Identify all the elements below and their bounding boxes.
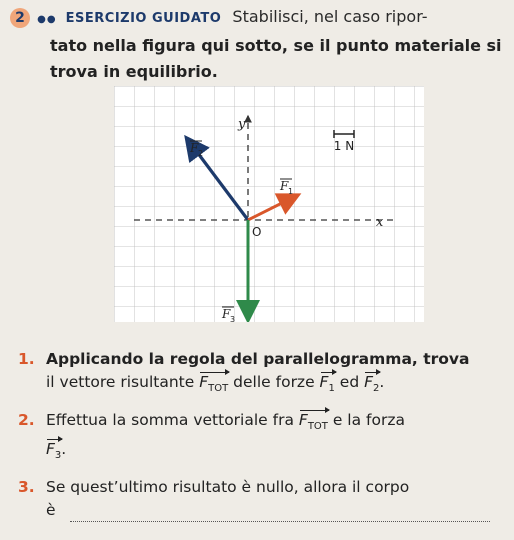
f2-label-sub: 2	[198, 149, 204, 158]
f1-label-sub: 1	[288, 187, 294, 196]
f3-label-letter: F	[222, 307, 231, 321]
question-2: 2. Effettua la somma vettoriale fra $F_{TOT}$ e la forza $F_3$.	[18, 409, 508, 467]
question-text: e la forza	[332, 411, 405, 430]
question-text: il vettore risultante	[46, 373, 195, 391]
force-diagram	[114, 86, 424, 322]
difficulty-dots: ●●	[37, 14, 57, 25]
header-line-1	[10, 4, 510, 33]
statement-line-1: Stabilisci, nel caso ripor-	[232, 7, 428, 26]
vector-symbol: $F_1$	[320, 371, 335, 400]
f3-label-sub: 3	[230, 315, 236, 322]
exercise-header	[10, 4, 510, 85]
origin-label: O	[252, 225, 262, 239]
question-text: ed	[339, 373, 360, 391]
question-text: delle forze	[233, 373, 315, 391]
question-text: Effettua la somma vettoriale fra	[46, 411, 294, 430]
vector-symbol: $F_3$	[46, 438, 61, 467]
vector-symbol: $F_{TOT}$	[199, 371, 228, 400]
f2-label-letter: F	[190, 141, 199, 155]
vector-symbol: $F_2$	[364, 371, 379, 400]
question-text: è	[46, 501, 56, 520]
question-number: 1.	[18, 350, 35, 368]
question-text: Applicando la regola del parallelogramma, trova	[46, 350, 470, 368]
x-axis-label: x	[376, 215, 384, 230]
questions-list	[18, 348, 508, 531]
y-axis-label: y	[238, 117, 246, 132]
exercise-tag: ESERCIZIO GUIDATO	[65, 11, 222, 26]
statement-line-2: tato nella figura qui sotto, se il punto materiale si	[50, 36, 502, 55]
f1-label-letter: F	[280, 179, 289, 193]
scale-label: 1 N	[333, 139, 355, 153]
exercise-number: 2	[10, 8, 30, 28]
question-1: 1. Applicando la regola del parallelogramma, trova il vettore risultante $F_{TOT}$ delle forze $F_1$ ed $F_2$.	[18, 348, 508, 400]
question-text: Se quest’ultimo risultato è nullo, allora il corpo	[46, 478, 410, 497]
force-diagram-svg	[114, 86, 424, 322]
question-number: 3.	[18, 478, 35, 497]
vector-symbol: $F_{TOT}$	[299, 409, 328, 438]
grid	[114, 86, 424, 322]
answer-blank[interactable]	[70, 507, 490, 522]
statement-line-3: trova in equilibrio.	[50, 62, 218, 81]
question-number: 2.	[18, 411, 35, 430]
question-3	[18, 476, 508, 522]
